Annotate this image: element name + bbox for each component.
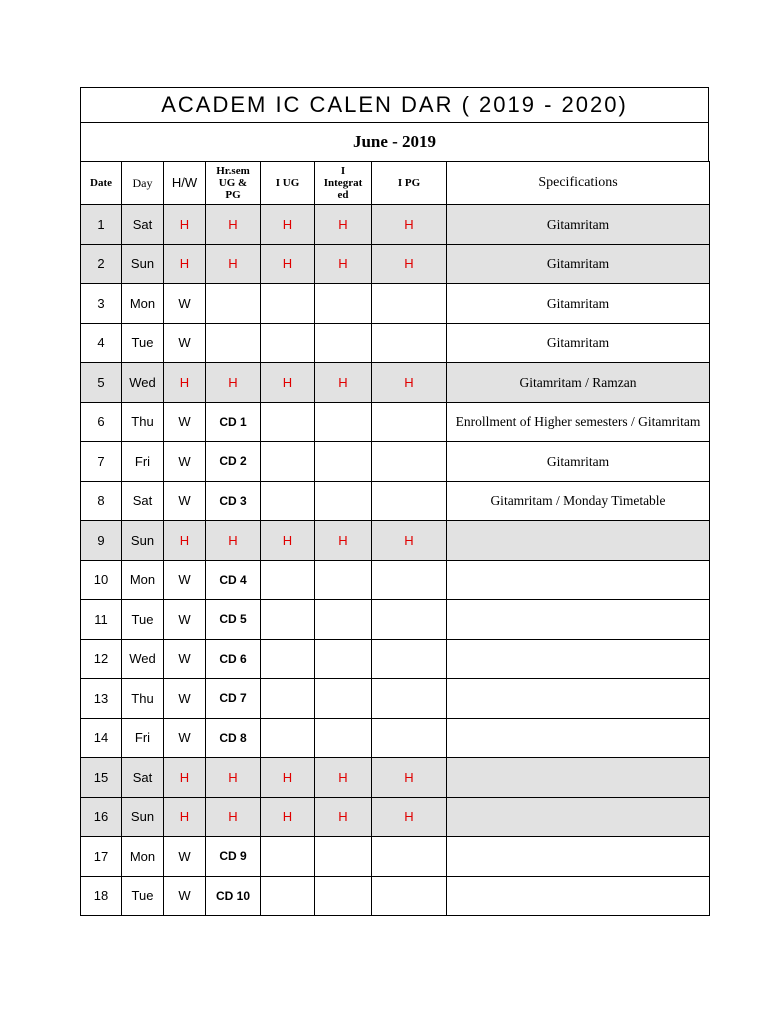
cell-iint: H [315,758,372,798]
cell-hrsem: CD 5 [206,600,261,640]
cell-hw: H [164,205,206,245]
cell-iint [315,600,372,640]
cell-hrsem: H [206,521,261,561]
header-hrsem-line3: PG [225,189,241,201]
cell-ipg [372,323,447,363]
cell-date: 5 [81,363,122,403]
table-row [81,323,710,363]
cell-hw: H [164,363,206,403]
table-row [81,402,710,442]
cell-date: 9 [81,521,122,561]
cell-hrsem: H [206,244,261,284]
cell-iint [315,639,372,679]
calendar-body [81,205,710,916]
cell-iint: H [315,363,372,403]
cell-hw: W [164,402,206,442]
cell-day: Wed [122,363,164,403]
cell-day: Wed [122,639,164,679]
cell-day: Sun [122,521,164,561]
table-row [81,718,710,758]
cell-date: 16 [81,797,122,837]
cell-hrsem: H [206,363,261,403]
cell-day: Tue [122,876,164,916]
cell-date: 3 [81,284,122,324]
cell-date: 2 [81,244,122,284]
cell-hw: H [164,758,206,798]
calendar-sheet [80,87,709,916]
cell-iint: H [315,205,372,245]
table-row [81,600,710,640]
cell-hw: W [164,323,206,363]
cell-date: 1 [81,205,122,245]
cell-day: Fri [122,442,164,482]
cell-ipg: H [372,244,447,284]
cell-hrsem: CD 6 [206,639,261,679]
cell-day: Mon [122,560,164,600]
cell-hrsem: CD 9 [206,837,261,877]
cell-hw: W [164,876,206,916]
header-hrsem-line2: UG & [218,177,248,189]
cell-hw: W [164,837,206,877]
cell-iint [315,679,372,719]
cell-spec [447,560,710,600]
cell-spec: Enrollment of Higher semesters / Gitamritam [447,402,710,442]
table-row [81,205,710,245]
cell-date: 8 [81,481,122,521]
cell-ipg [372,600,447,640]
cell-ipg [372,284,447,324]
header-hrsem [206,162,261,205]
table-row [81,679,710,719]
header-day: Day [122,162,164,205]
cell-ipg: H [372,797,447,837]
cell-iug [261,639,315,679]
header-iint [315,162,372,205]
cell-spec: Gitamritam [447,442,710,482]
cell-spec [447,797,710,837]
cell-spec: Gitamritam / Ramzan [447,363,710,403]
cell-hrsem [206,284,261,324]
cell-date: 12 [81,639,122,679]
cell-spec [447,758,710,798]
cell-date: 6 [81,402,122,442]
cell-spec [447,718,710,758]
cell-spec [447,521,710,561]
cell-hrsem: CD 3 [206,481,261,521]
cell-hrsem: CD 4 [206,560,261,600]
cell-iug [261,560,315,600]
header-date: Date [81,162,122,205]
cell-iug [261,402,315,442]
cell-iug [261,718,315,758]
month-heading: June - 2019 [80,123,709,161]
cell-iint [315,402,372,442]
cell-date: 15 [81,758,122,798]
cell-ipg: H [372,363,447,403]
table-row [81,481,710,521]
cell-day: Sun [122,797,164,837]
cell-iint [315,876,372,916]
calendar-title: ACADEM IC CALEN DAR ( 2019 - 2020) [80,87,709,123]
cell-iint [315,284,372,324]
cell-iint [315,718,372,758]
header-specifications: Specifications [447,162,710,205]
cell-hw: H [164,521,206,561]
table-row [81,837,710,877]
header-iint-line3: ed [337,189,349,201]
cell-day: Fri [122,718,164,758]
cell-date: 7 [81,442,122,482]
header-iint-line1: I [340,165,346,177]
cell-hrsem: H [206,758,261,798]
cell-iug: H [261,521,315,561]
cell-iug [261,442,315,482]
cell-iint [315,837,372,877]
table-row [81,797,710,837]
header-hw: H/W [164,162,206,205]
cell-iug [261,600,315,640]
cell-spec: Gitamritam [447,244,710,284]
cell-iug [261,876,315,916]
header-hrsem-line1: Hr.sem [216,165,250,177]
cell-day: Mon [122,837,164,877]
cell-day: Sat [122,481,164,521]
cell-spec: Gitamritam [447,284,710,324]
table-row [81,758,710,798]
cell-spec: Gitamritam [447,323,710,363]
table-row [81,639,710,679]
cell-hw: W [164,560,206,600]
cell-hw: W [164,600,206,640]
cell-iug: H [261,363,315,403]
table-row [81,363,710,403]
cell-iint: H [315,244,372,284]
cell-hw: W [164,284,206,324]
cell-hrsem: CD 8 [206,718,261,758]
cell-date: 18 [81,876,122,916]
cell-iug: H [261,797,315,837]
cell-hw: W [164,639,206,679]
calendar-table [80,161,710,916]
header-iug: I UG [261,162,315,205]
cell-day: Mon [122,284,164,324]
cell-ipg: H [372,521,447,561]
cell-ipg [372,876,447,916]
cell-iint: H [315,797,372,837]
cell-day: Sun [122,244,164,284]
table-row [81,521,710,561]
cell-hrsem [206,323,261,363]
cell-hrsem: H [206,797,261,837]
cell-iint [315,560,372,600]
cell-day: Thu [122,679,164,719]
table-row [81,284,710,324]
cell-iug: H [261,758,315,798]
cell-iint: H [315,521,372,561]
cell-date: 10 [81,560,122,600]
cell-hrsem: CD 1 [206,402,261,442]
cell-spec [447,876,710,916]
cell-iug [261,837,315,877]
cell-ipg: H [372,758,447,798]
table-row [81,442,710,482]
cell-ipg [372,837,447,877]
cell-hw: W [164,481,206,521]
cell-spec [447,837,710,877]
cell-iug: H [261,205,315,245]
cell-iug [261,481,315,521]
cell-iug [261,323,315,363]
cell-date: 4 [81,323,122,363]
cell-ipg [372,402,447,442]
cell-hw: W [164,679,206,719]
cell-iug [261,284,315,324]
cell-ipg [372,639,447,679]
cell-hrsem: CD 7 [206,679,261,719]
cell-hw: H [164,797,206,837]
cell-hrsem: H [206,205,261,245]
cell-date: 13 [81,679,122,719]
table-row [81,560,710,600]
cell-date: 17 [81,837,122,877]
cell-day: Tue [122,323,164,363]
cell-iug: H [261,244,315,284]
cell-hrsem: CD 2 [206,442,261,482]
cell-day: Sat [122,205,164,245]
cell-ipg [372,718,447,758]
cell-spec [447,639,710,679]
cell-hw: W [164,718,206,758]
header-ipg: I PG [372,162,447,205]
cell-spec: Gitamritam / Monday Timetable [447,481,710,521]
cell-hw: W [164,442,206,482]
cell-iug [261,679,315,719]
cell-day: Thu [122,402,164,442]
table-row [81,244,710,284]
cell-date: 11 [81,600,122,640]
cell-hrsem: CD 10 [206,876,261,916]
cell-day: Tue [122,600,164,640]
cell-iint [315,323,372,363]
cell-ipg [372,560,447,600]
cell-hw: H [164,244,206,284]
cell-iint [315,481,372,521]
cell-iint [315,442,372,482]
header-iint-line2: Integrat [323,177,363,189]
cell-spec [447,679,710,719]
cell-ipg: H [372,205,447,245]
cell-day: Sat [122,758,164,798]
cell-spec: Gitamritam [447,205,710,245]
table-row [81,876,710,916]
header-row [81,162,710,205]
cell-ipg [372,679,447,719]
cell-spec [447,600,710,640]
cell-ipg [372,442,447,482]
cell-date: 14 [81,718,122,758]
cell-ipg [372,481,447,521]
